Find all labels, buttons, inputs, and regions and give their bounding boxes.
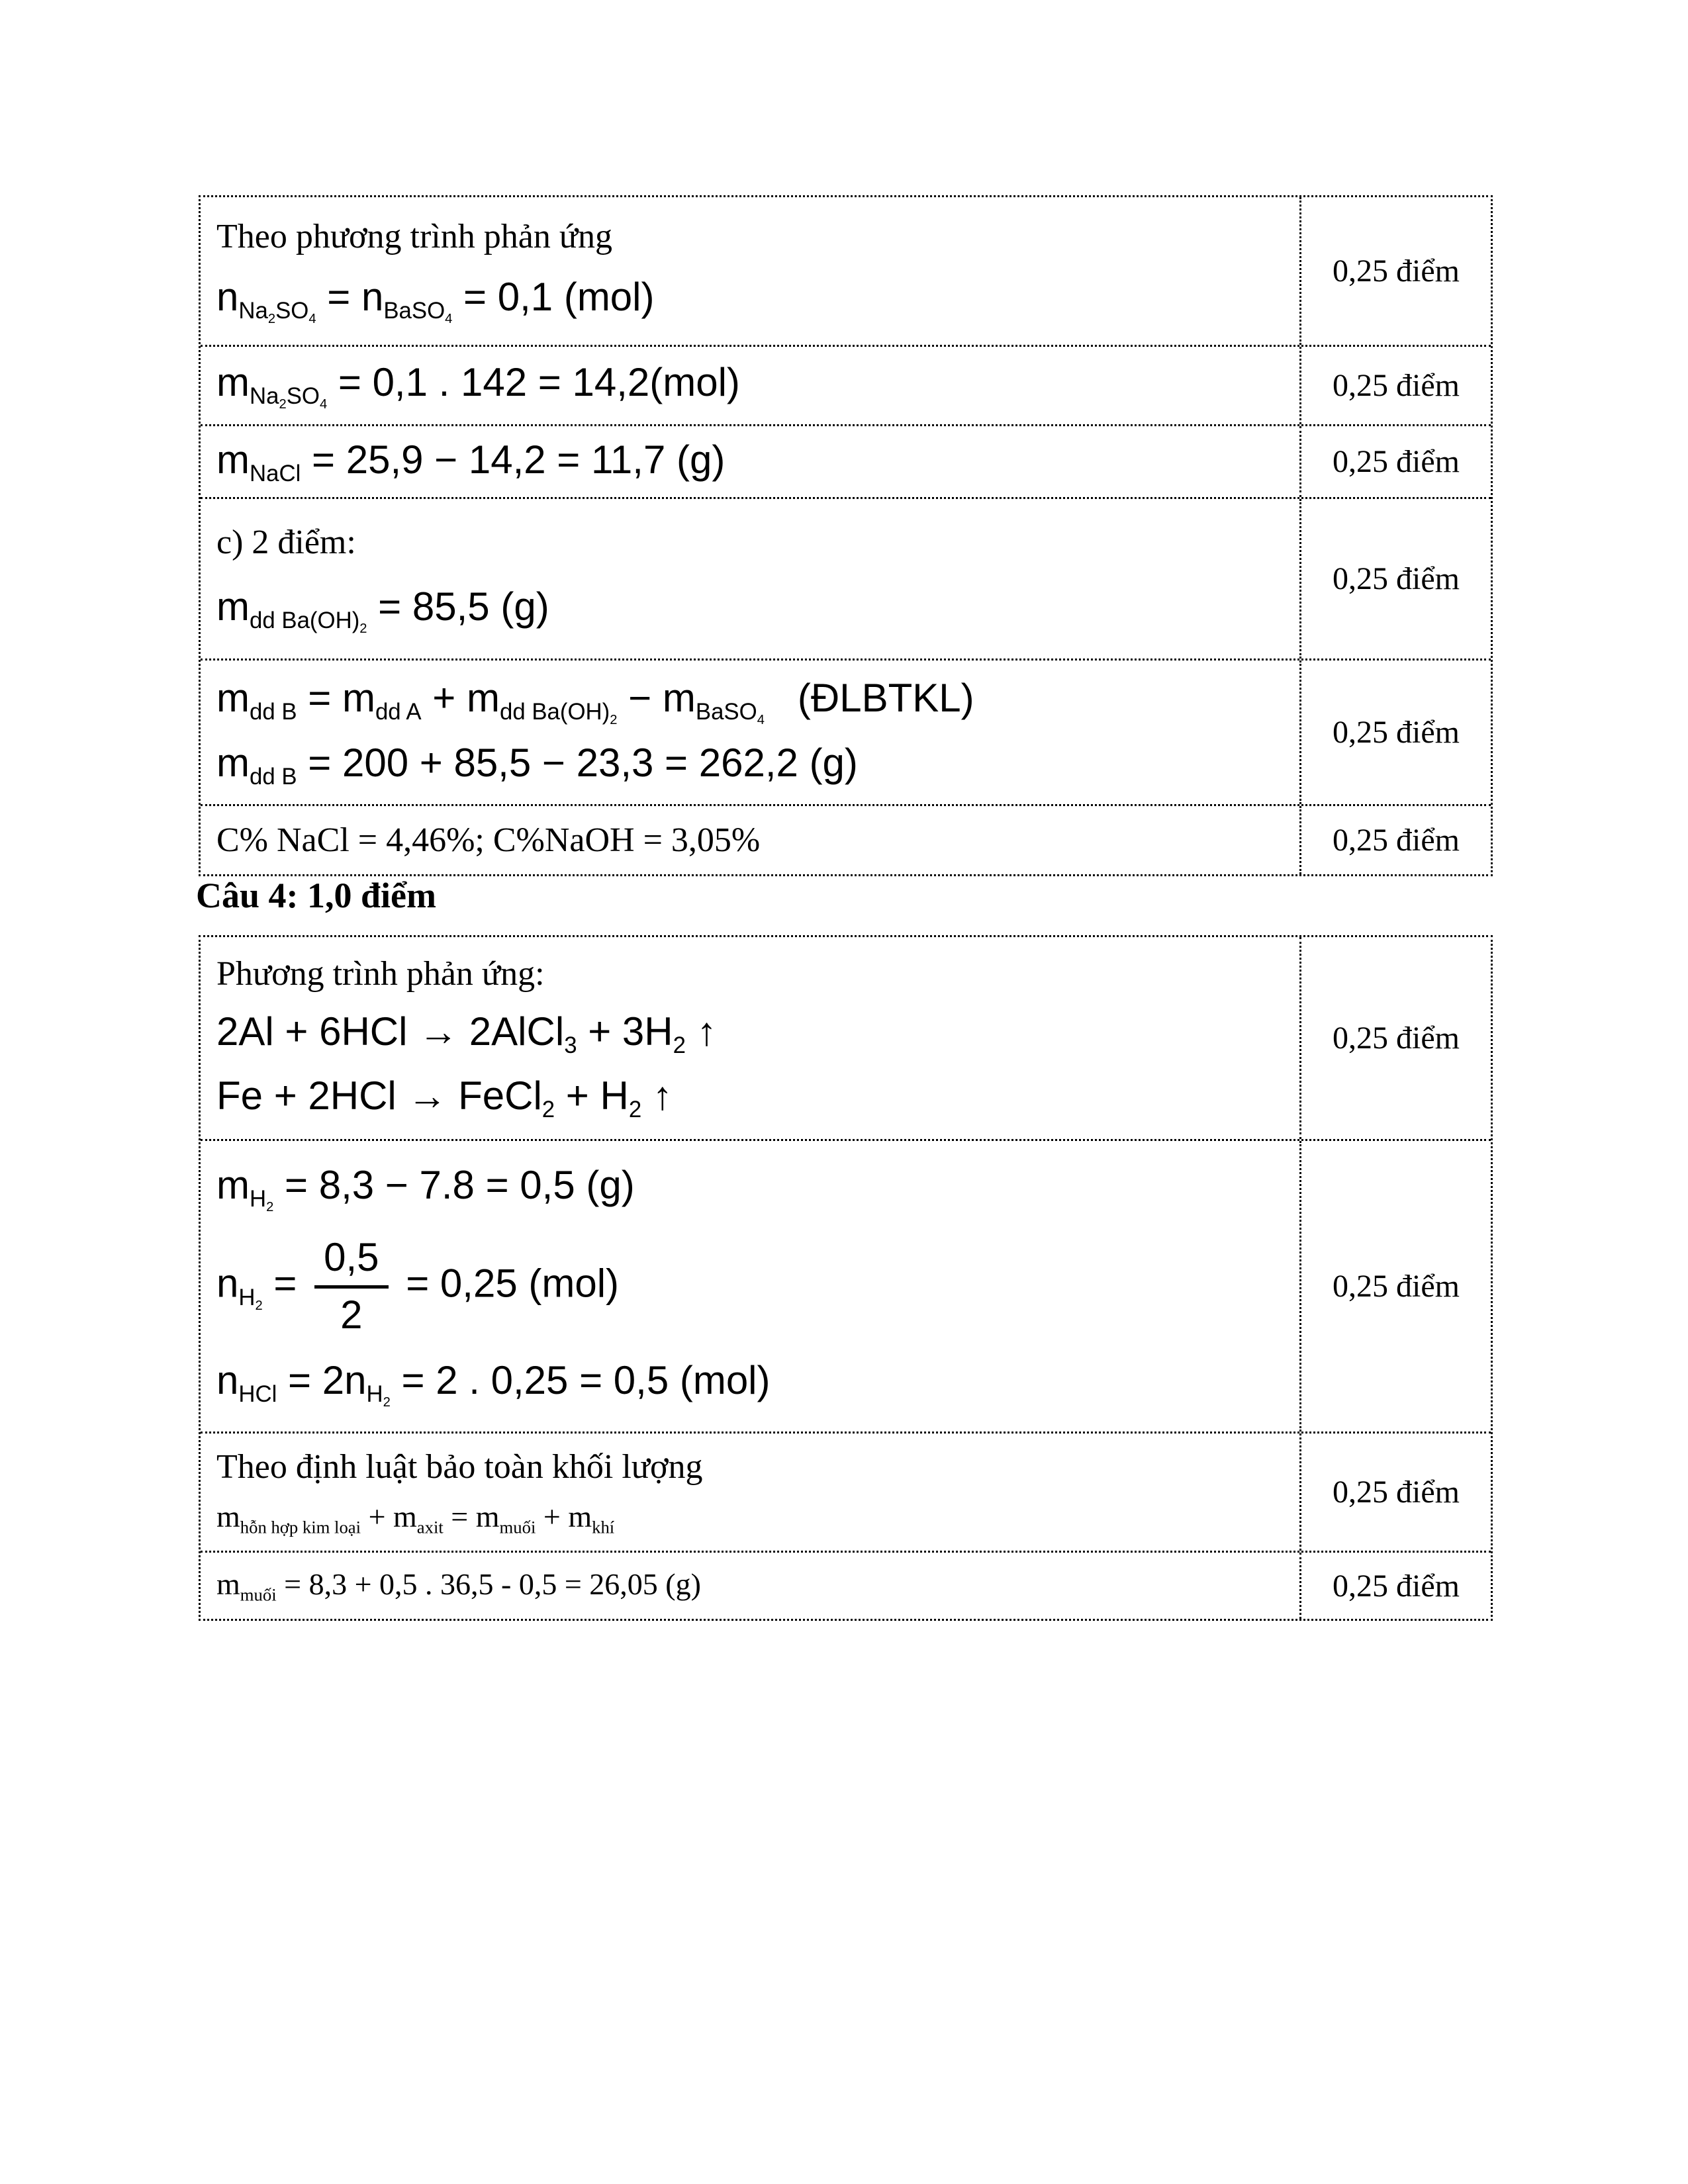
score-label: 0,25 điểm (1333, 715, 1460, 750)
score-cell (1299, 1141, 1491, 1432)
solution-cell (201, 1553, 1299, 1619)
table-row (201, 659, 1491, 804)
solution-formula-line: $m_{hỗn hợp kim loại} + m_{axit} = m_{muối} + m_{khí}$ (216, 1500, 615, 1537)
score-label: 0,25 điểm (1333, 1475, 1460, 1510)
solution-cell (201, 197, 1299, 345)
score-label: 0,25 điểm (1333, 253, 1460, 289)
answers-table-cau3 (199, 195, 1493, 876)
solution-formula-line: $m_{H_2} = 8,3 - 7.8 = 0,5$ (g) (216, 1163, 635, 1215)
score-label: 0,25 điểm (1333, 1269, 1460, 1304)
section-heading: Câu 4: 1,0 điểm (196, 876, 436, 915)
solution-cell (201, 347, 1299, 424)
score-cell (1299, 426, 1491, 497)
solution-formula-line: $m_{dd B} = m_{dd A} + m_{dd Ba(OH)_2} - m_{BaSO_4}$ (ĐLBTKL) (216, 675, 974, 727)
score-cell (1299, 1433, 1491, 1551)
table-row (201, 497, 1491, 659)
solution-formula-line: $n_{HCl} = 2n_{H_2} = 2$ . 0,25 = 0,5 (mol) (216, 1358, 771, 1410)
solution-cell (201, 937, 1299, 1139)
solution-formula-line: $m_{dd B} = 200 + 85,5 - 23,3 = 262,2$ (g) (216, 740, 858, 790)
solution-formula-line: $m_{Na_2SO_4} = 0,1$ . 142 = 14,2(mol) (216, 359, 740, 412)
score-cell (1299, 937, 1491, 1139)
solution-cell (201, 1141, 1299, 1432)
solution-cell (201, 499, 1299, 659)
solution-text-line: Phương trình phản ứng: (216, 955, 545, 993)
table-row (201, 937, 1491, 1139)
solution-cell (201, 1433, 1299, 1551)
solution-text-line: Theo định luật bảo toàn khối lượng (216, 1448, 703, 1486)
score-label: 0,25 điểm (1333, 823, 1460, 858)
chemical-equation-line: 2Al + 6HCl → 2AlCl$_3$ + $3H_2$ ↑ (216, 1009, 717, 1059)
score-cell (1299, 499, 1491, 659)
score-cell (1299, 806, 1491, 874)
score-cell (1299, 660, 1491, 804)
score-label: 0,25 điểm (1333, 561, 1460, 596)
solution-text-line: c) 2 điểm: (216, 523, 356, 561)
solution-formula-line: $m_{muối} = 8,3 + 0,5$ . 36,5 - 0,5 = 26,05 (g) (216, 1567, 701, 1605)
table-row (201, 424, 1491, 497)
solution-formula-line: $n_{Na_2SO_4} = n_{BaSO_4} = 0,1$ (mol) (216, 274, 655, 326)
answers-table-cau4 (199, 935, 1493, 1621)
table-row (201, 1432, 1491, 1551)
solution-text-line: C% NaCl = 4,46%; C%NaOH = 3,05% (216, 821, 761, 859)
score-label: 0,25 điểm (1333, 444, 1460, 479)
table-row (201, 345, 1491, 424)
score-label: 0,25 điểm (1333, 1568, 1460, 1604)
solution-text-line: Theo phương trình phản ứng (216, 217, 612, 255)
score-cell (1299, 1553, 1491, 1619)
chemical-equation-line: Fe + 2HCl → FeCl$_2$ + $H_2$ ↑ (216, 1073, 673, 1123)
solution-formula-line: $m_{dd Ba(OH)_2} = 85,5$ (g) (216, 584, 549, 636)
score-label: 0,25 điểm (1333, 368, 1460, 403)
solution-cell (201, 426, 1299, 497)
solution-formula-line: $n_{H_2}$ = $\frac{0,5}{2}$ = 0,25 (mol) (216, 1234, 620, 1337)
table-row (201, 804, 1491, 874)
score-cell (1299, 347, 1491, 424)
solution-formula-line: $m_{NaCl} = 25,9 - 14,2 = 11,7$ (g) (216, 437, 726, 486)
score-label: 0,25 điểm (1333, 1021, 1460, 1056)
score-cell (1299, 197, 1491, 345)
solution-cell (201, 660, 1299, 804)
table-row (201, 1139, 1491, 1432)
table-row (201, 1551, 1491, 1619)
solution-cell (201, 806, 1299, 874)
table-row (201, 197, 1491, 345)
